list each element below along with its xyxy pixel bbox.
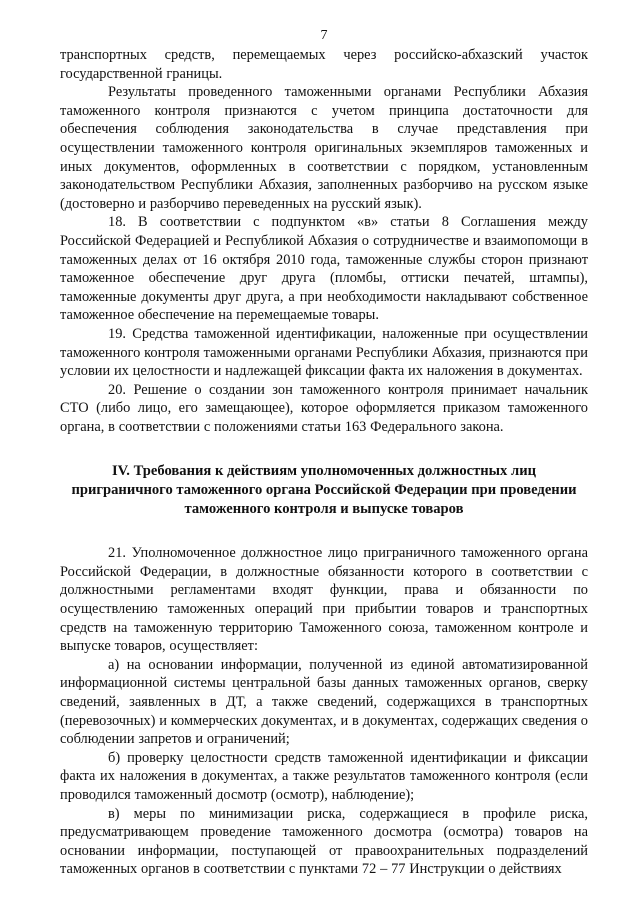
section-heading: IV. Требования к действиям уполномоченных должностных лиц приграничного таможенного органа Российской Федерации при проведении таможенного контроля и выпуске товаров: [71, 463, 577, 517]
paragraph-21-a: а) на основании информации, полученной из единой автоматизированной информационной системы центральной базы данных таможенных органов, сверку сведений, заявленных в ДТ, а также сведений, содержащихся в транспортных (перевозочных) и коммерческих документах, и в документах, содержащих сведения о соблюдении запретов и ограничений;: [60, 656, 588, 748]
page-number: 7: [320, 28, 328, 43]
paragraph-21-v: в) меры по минимизации риска, содержащиеся в профиле риска, предусматривающем проведение таможенного досмотра (осмотра) товаров на основании информации, поступающей от правоохранительных подразделений таможенных органов в соответствии с пунктами 72 – 77 Инструкции о действиях: [60, 805, 588, 878]
paragraph-18: 18. В соответствии с подпунктом «в» статьи 8 Соглашения между Российской Федерацией и Республикой Абхазия о сотрудничестве и взаимопомощи в таможенных делах от 16 октября 2010 года, таможенные службы сторон признают таможенное обеспечение друг друга (пломбы, оттиски печатей, штампы), таможенные документы друг друга, а при необходимости накладывают собственное таможенное обеспечение на перемещаемые товары.: [60, 214, 588, 324]
paragraph-abkhazia-control-results: Результаты проведенного таможенными органами Республики Абхазия таможенного контроля признаются с учетом принципа достаточности для обеспечения соблюдения законодательства в случае представления при осуществлении таможенного контроля оригинальных экземпляров таможенных и иных документов, оформленных в соответствии с порядком, установленным законодательством Республики Абхазия, заполненных разборчиво на русском языке (достоверно и разборчиво переведенных на русский язык).: [60, 84, 588, 212]
paragraph-19: 19. Средства таможенной идентификации, наложенные при осуществлении таможенного контроля таможенными органами Республики Абхазия, признаются при условии их целостности и надлежащей фиксации факта их наложения в документах.: [60, 325, 588, 380]
paragraph-21-b: б) проверку целостности средств таможенной идентификации и фиксации факта их наложения в документах, а также результатов таможенного контроля (если проводился таможенный досмотр (осмотр), наблюдение);: [60, 749, 588, 803]
paragraph-20: 20. Решение о создании зон таможенного контроля принимает начальник СТО (либо лицо, его замещающее), которое оформляется приказом таможенного органа, в соответствии с положениями статьи 163 Федерального закона.: [60, 381, 588, 435]
paragraph-21: 21. Уполномоченное должностное лицо приграничного таможенного органа Российской Федерации, в должностные обязанности которого в соответствии с должностными регламентами входят функции, права и обязанности по осуществлению таможенных операций при прибытии товаров и транспортных средств на таможенную территорию Таможенного союза, таможенном контроле и выпуске товаров, осуществляет:: [60, 545, 588, 655]
paragraph-continuation: транспортных средств, перемещаемых через российско-абхазский участок государственной границы.: [60, 47, 588, 82]
